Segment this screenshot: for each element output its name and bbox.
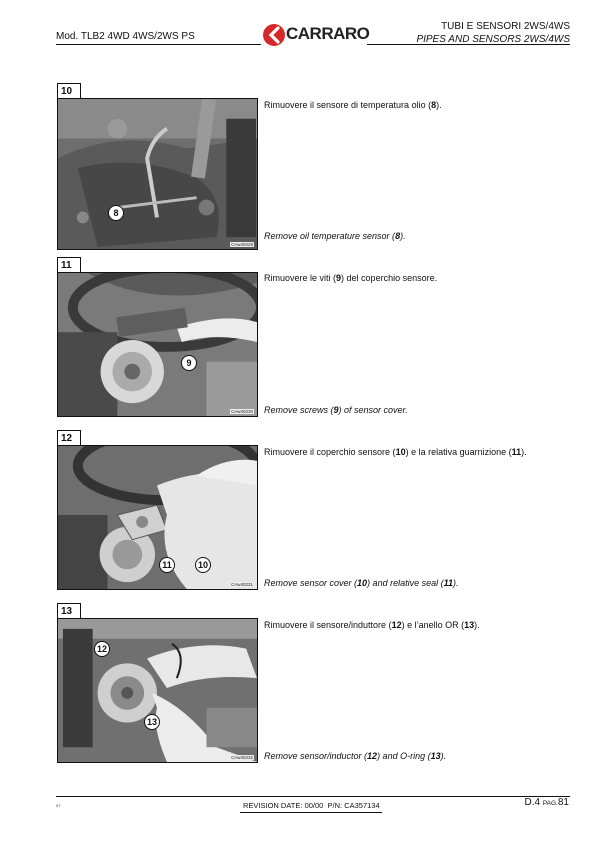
brand-logo-text: CARRARO	[286, 24, 370, 43]
section-code: D.4	[524, 797, 541, 808]
photo-code: CAw40232	[231, 755, 253, 760]
pn-value: CA357134	[344, 801, 380, 810]
step-number: 13	[57, 603, 81, 618]
step-photo	[57, 618, 258, 763]
section-title	[416, 20, 570, 46]
step-photo	[57, 445, 258, 590]
revision-date: 00/00	[304, 801, 324, 810]
callout-9: 9	[181, 355, 197, 371]
callout-10: 10	[195, 557, 211, 573]
instruction-en: Remove oil temperature sensor (8).	[264, 231, 406, 241]
step-photo	[57, 272, 258, 417]
photo-code: CAw40229	[231, 242, 253, 247]
revision-label: REVISION DATE:	[243, 801, 303, 810]
photo-sensor-inductor-oring	[58, 619, 257, 762]
revision-rule	[240, 812, 382, 813]
pn-label: P/N:	[327, 801, 343, 810]
section-title-en: PIPES AND SENSORS 2WS/4WS	[416, 34, 570, 45]
callout-12: 12	[94, 641, 110, 657]
instruction-en: Remove sensor/inductor (12) and O-ring (13).	[264, 751, 447, 761]
step-photo	[57, 98, 258, 250]
callout-13: 13	[144, 714, 160, 730]
step-number: 10	[57, 83, 81, 98]
instruction-en: Remove screws (9) of sensor cover.	[264, 405, 408, 415]
photo-code: CAw40231	[231, 582, 253, 587]
model-label: Mod. TLB2 4WD 4WS/2WS PS	[56, 31, 195, 42]
instruction-it: Rimuovere il coperchio sensore (10) e la relativa guarnizione (11).	[264, 447, 527, 457]
photo-code: CAw40230	[231, 409, 253, 414]
footer-code: 07	[56, 803, 61, 808]
step-number: 11	[57, 257, 81, 272]
section-title-it: TUBI E SENSORI 2WS/4WS	[441, 21, 570, 32]
instruction-it: Rimuovere il sensore di temperatura olio (8).	[264, 100, 442, 110]
header-rule-left	[56, 44, 261, 45]
photo-sensor-cover-screws	[58, 273, 257, 416]
page-label: PAG.	[542, 800, 558, 807]
revision-info	[243, 801, 380, 810]
footer-rule	[56, 796, 570, 797]
page-number	[524, 797, 569, 808]
instruction-en: Remove sensor cover (10) and relative seal (11).	[264, 578, 459, 588]
callout-11: 11	[159, 557, 175, 573]
photo-oil-sensor	[58, 99, 257, 249]
instruction-it: Rimuovere le viti (9) del coperchio sensore.	[264, 273, 438, 283]
instruction-it: Rimuovere il sensore/induttore (12) e l’anello OR (13).	[264, 620, 480, 630]
callout-8: 8	[108, 205, 124, 221]
step-number: 12	[57, 430, 81, 445]
page-value: 81	[557, 797, 569, 808]
photo-sensor-cover-seal	[58, 446, 257, 589]
